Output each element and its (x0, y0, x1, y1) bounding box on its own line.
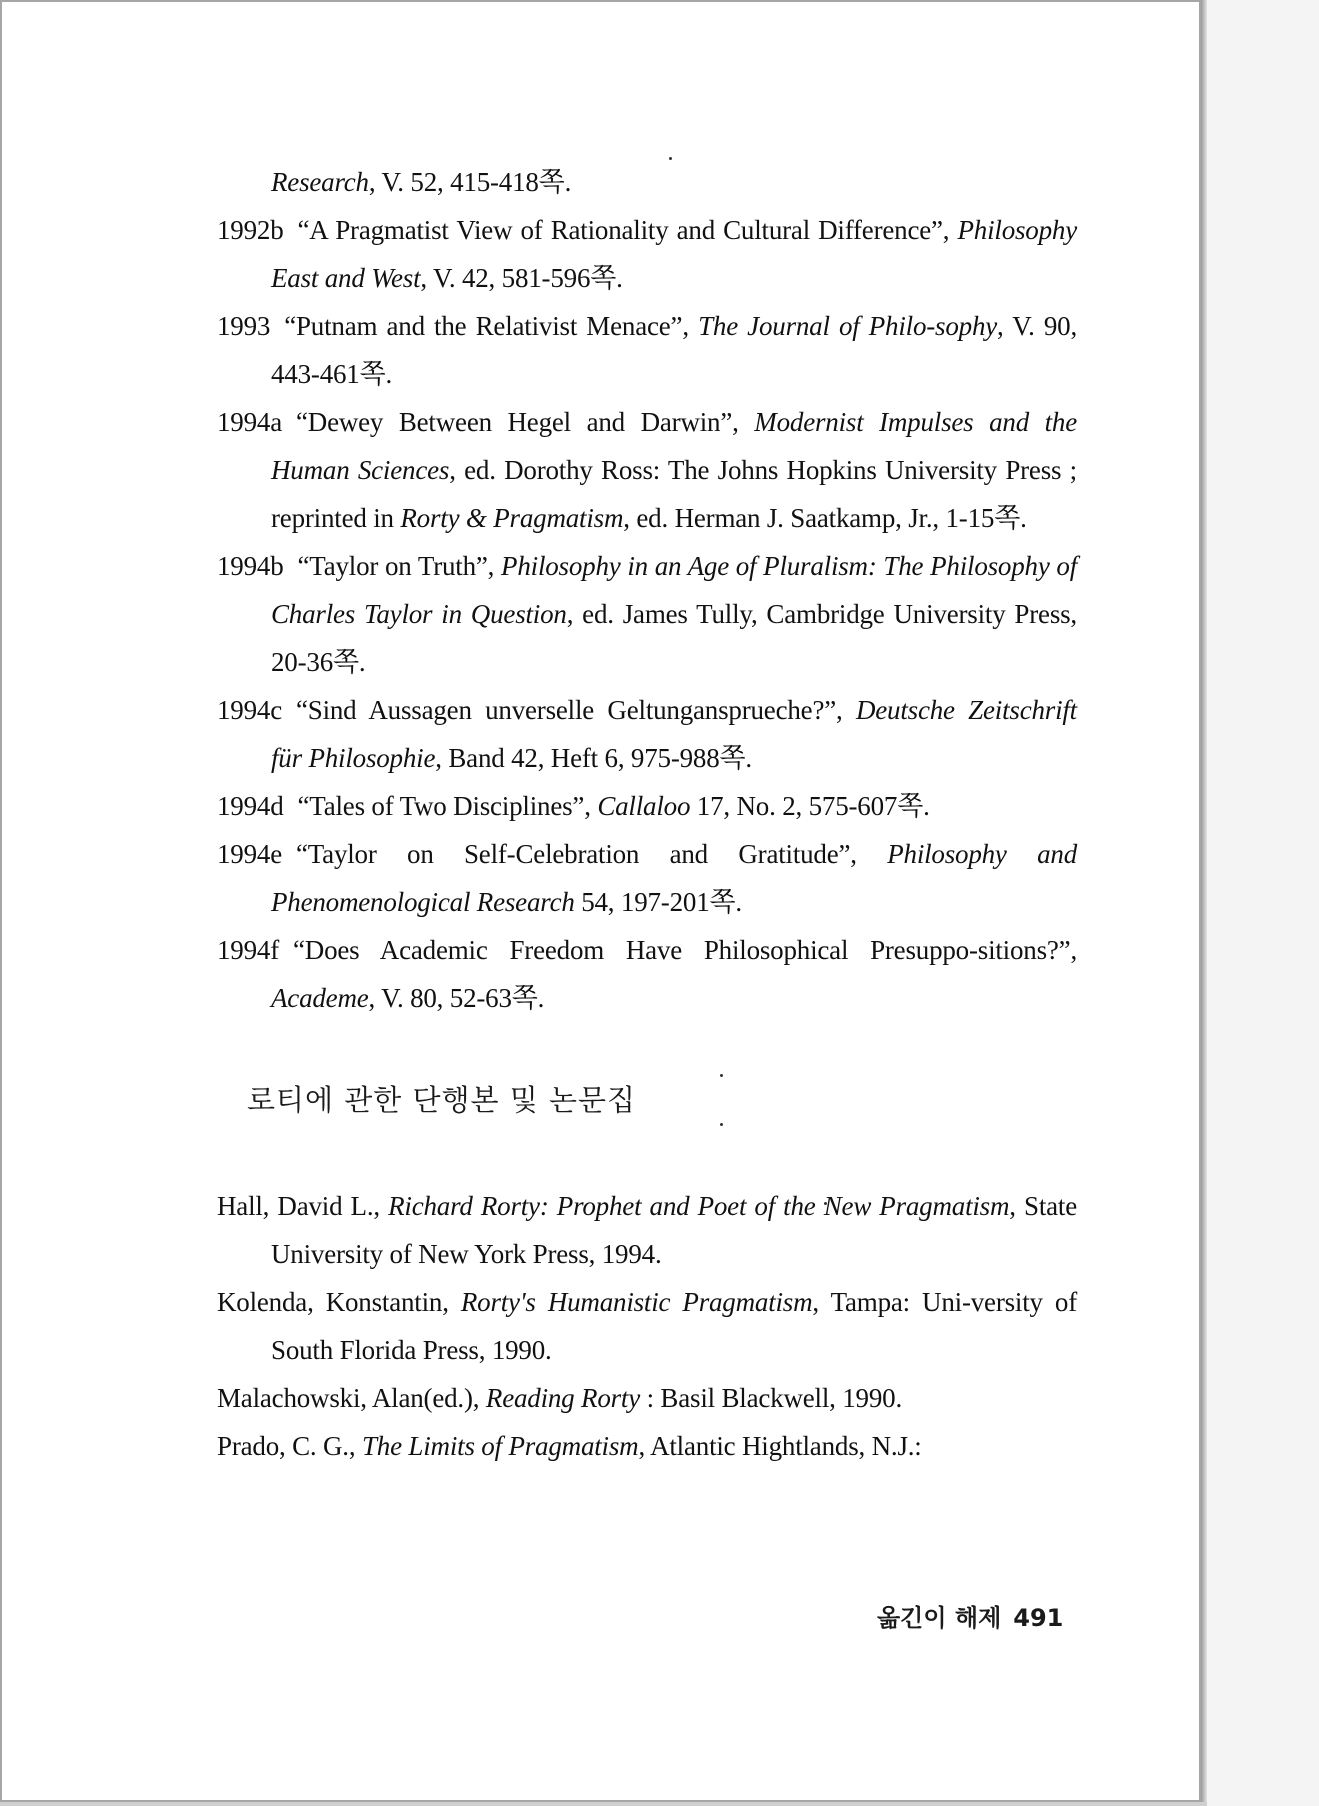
book-title: Reading Rorty (485, 1383, 641, 1413)
bibliography-entry: 1994b “Taylor on Truth”, Philosophy in an Age of Pluralism: The Philosophy of Charles Taylor in Question, ed. James Tully, Cambridge University Press, 20-36쪽. (217, 551, 1077, 677)
entry-year: 1994e (217, 839, 282, 869)
journal-title: Philosophy and Phenomenological Research (271, 839, 1077, 917)
section-heading: 로티에 관한 단행본 및 논문집 (247, 1083, 637, 1117)
author: Prado, C. G., (217, 1431, 356, 1461)
entry-year: 1994a (217, 407, 282, 437)
page-edge (0, 1802, 1207, 1806)
entry-year: 1994f (217, 935, 279, 965)
journal-title: Research (271, 167, 369, 197)
entry-year: 1994c (217, 695, 282, 725)
page-shadow (1201, 0, 1207, 1806)
bibliography-entry: 1994f “Does Academic Freedom Have Philosophical Presuppo-sitions?”, Academe, V. 80, 52-63쪽. (217, 935, 1077, 1013)
entry-year: 1993 (217, 311, 271, 341)
book-entry: Hall, David L., Richard Rorty: Prophet and Poet of the New Pragmatism, State University of New York Press, 1994. (217, 1191, 1077, 1269)
journal-title: Callaloo (597, 791, 691, 821)
book-entry: Malachowski, Alan(ed.), Reading Rorty : Basil Blackwell, 1990. (217, 1383, 902, 1413)
bibliography-entry: 1994a “Dewey Between Hegel and Darwin”, Modernist Impulses and the Human Sciences, ed. Dorothy Ross: The Johns Hopkins University Press ; reprinted in Rorty & Pragmatism, ed. Herman J. Saatkamp, Jr., 1-15쪽. (217, 407, 1077, 533)
book-title: Philosophy in an Age of Pluralism: The Philosophy of Charles Taylor in Question (271, 551, 1077, 629)
book-title: Richard Rorty: Prophet and Poet of the New Pragmatism (388, 1191, 1010, 1221)
page-number: 491 (1013, 1604, 1064, 1632)
journal-title: The Journal of Philo-sophy (698, 311, 998, 341)
book-title: Modernist Impulses and the Human Sciences (271, 407, 1077, 485)
entry-year: 1992b (217, 215, 284, 245)
journal-title: Deutsche Zeitschrift für Philosophie (271, 695, 1077, 773)
journal-title: Academe (271, 983, 369, 1013)
book-title: Rorty & Pragmatism (400, 503, 624, 533)
author: Kolenda, Konstantin, (217, 1287, 449, 1317)
continued-entry: Research, V. 52, 415-418쪽. (271, 167, 572, 197)
page-footer (877, 1598, 1063, 1633)
journal-title: Philosophy East and West (271, 215, 1077, 293)
running-head: 옮긴이 해제 (877, 1604, 1002, 1632)
bibliography-entry: 1994e “Taylor on Self-Celebration and Gratitude”, Philosophy and Phenomenological Research 54, 197-201쪽. (217, 839, 1077, 917)
author: Hall, David L., (217, 1191, 380, 1221)
bibliography-entry: 1994c “Sind Aussagen unverselle Geltungansprueche?”, Deutsche Zeitschrift für Philosophie, Band 42, Heft 6, 975-988쪽. (217, 695, 1077, 773)
bibliography-entry: 1994d “Tales of Two Disciplines”, Callaloo 17, No. 2, 575-607쪽. (217, 791, 930, 821)
bibliography-text (217, 158, 1077, 1470)
bibliography-entry: 1993 “Putnam and the Relativist Menace”, The Journal of Philo-sophy, V. 90, 443-461쪽. (217, 311, 1078, 389)
book-title: The Limits of Pragmatism (361, 1431, 639, 1461)
author: Malachowski, Alan(ed.), (217, 1383, 480, 1413)
book-entry: Kolenda, Konstantin, Rorty's Humanistic Pragmatism, Tampa: Uni-versity of South Florida Press, 1990. (217, 1287, 1078, 1365)
bibliography-entry: 1992b “A Pragmatist View of Rationality and Cultural Difference”, Philosophy East and West, V. 42, 581-596쪽. (217, 215, 1077, 293)
book-entry: Prado, C. G., The Limits of Pragmatism, Atlantic Hightlands, N.J.: (217, 1431, 922, 1461)
entry-year: 1994b (217, 551, 284, 581)
entry-year: 1994d (217, 791, 284, 821)
book-title: Rorty's Humanistic Pragmatism (460, 1287, 813, 1317)
